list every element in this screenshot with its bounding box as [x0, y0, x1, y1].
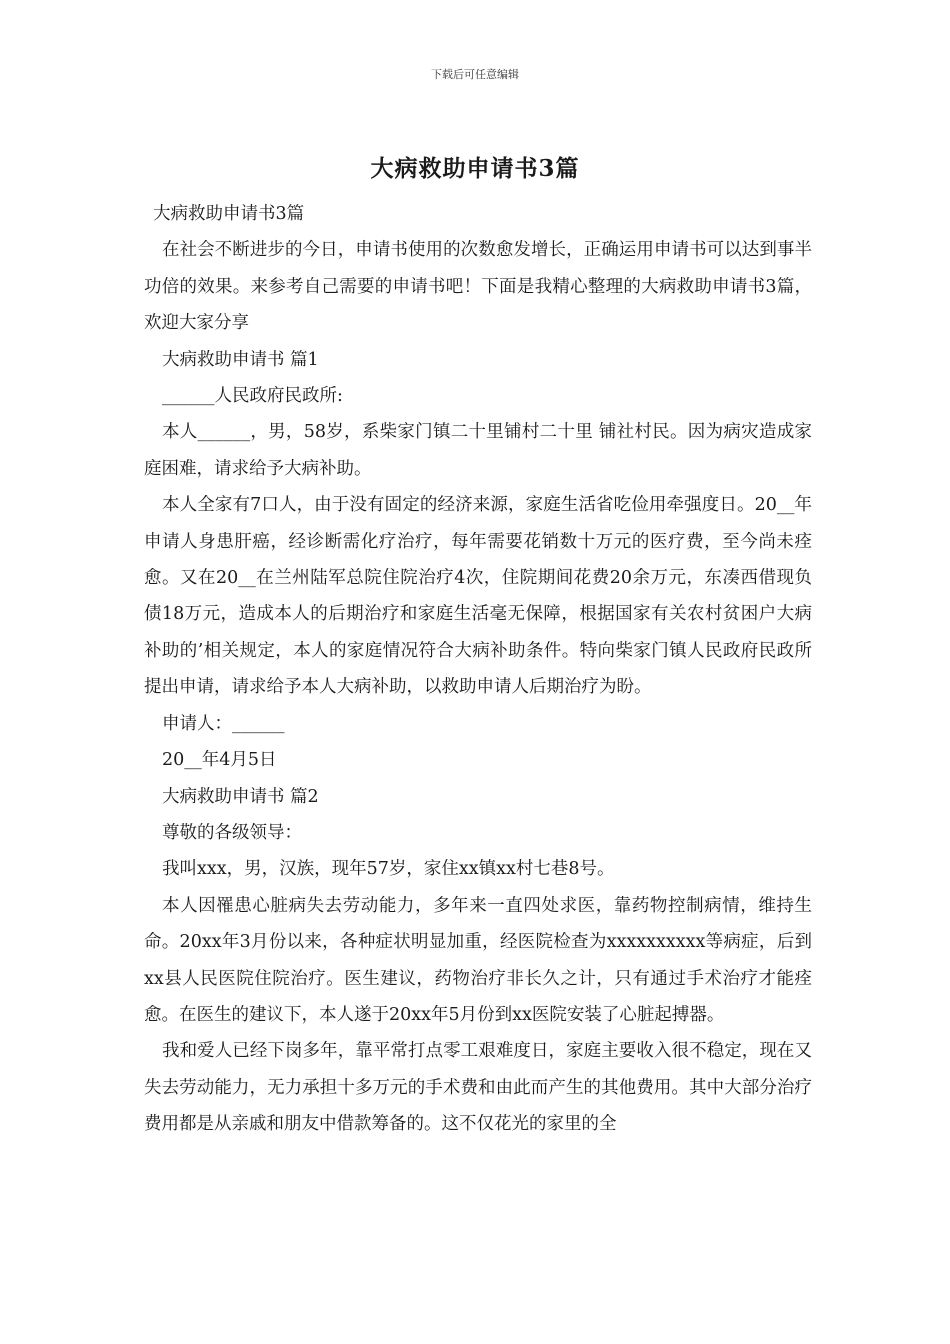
section-heading-1: 大病救助申请书 篇1 — [162, 349, 319, 370]
document-body — [144, 196, 812, 1143]
salutation-1: ______人民政府民政所: — [162, 386, 343, 407]
paragraph: 本人因罹患心脏病失去劳动能力，多年来一直四处求医，靠药物控制病情，维持生命。20xx年3月份以来，各种症状明显加重，经医院检查为xxxxxxxxxx等病症，后到xx县人民医院住院治疗。医生建议，药物治疗非长久之计，只有通过手术治疗才能痊愈。在医生的建议下，本人遂于20xx年5月份到xx医院安装了心脏起搏器。 — [144, 895, 812, 1025]
section-heading-2: 大病救助申请书 篇2 — [162, 786, 319, 807]
applicant-line: 申请人：______ — [162, 713, 285, 734]
paragraph: 本人全家有7口人，由于没有固定的经济来源，家庭生活省吃俭用牵强度日。20__年申请人身患肝癌，经诊断需化疗治疗，每年需要花销数十万元的医疗费，至今尚未痊愈。又在20__在兰州陆军总院住院治疗4次，住院期间花费20余万元，东凑西借现负债18万元，造成本人的后期治疗和家庭生活毫无保障，根据国家有关农村贫困户大病补助的’相关规定，本人的家庭情况符合大病补助条件。特向柴家门镇人民政府民政所提出申请，请求给予本人大病补助，以救助申请人后期治疗为盼。 — [144, 495, 812, 698]
document-title: 大病救助申请书3篇 — [370, 155, 580, 182]
paragraph: 我和爱人已经下岗多年，靠平常打点零工艰难度日，家庭主要收入很不稳定，现在又失去劳动能力，无力承担十多万元的手术费和由此而产生的其他费用。其中大部分治疗费用都是从亲戚和朋友中借款筹备的。这不仅花光的家里的全 — [144, 1041, 812, 1135]
salutation-2: 尊敬的各级领导： — [162, 822, 302, 843]
date-line: 20__年4月5日 — [162, 750, 277, 771]
paragraph: 我叫xxx，男，汉族，现年57岁，家住xx镇xx村七巷8号。 — [162, 859, 615, 880]
intro-paragraph: 在社会不断进步的今日，申请书使用的次数愈发增长，正确运用申请书可以达到事半功倍的效果。来参考自己需要的申请书吧！下面是我精心整理的大病救助申请书3篇，欢迎大家分享 — [144, 240, 812, 334]
subtitle-line: 大病救助申请书3篇 — [153, 204, 305, 224]
header-note: 下载后可任意编辑 — [431, 68, 519, 81]
paragraph: 本人______，男，58岁，系柴家门镇二十里铺村二十里 铺社村民。因为病灾造成家庭困难，请求给予大病补助。 — [144, 422, 812, 479]
